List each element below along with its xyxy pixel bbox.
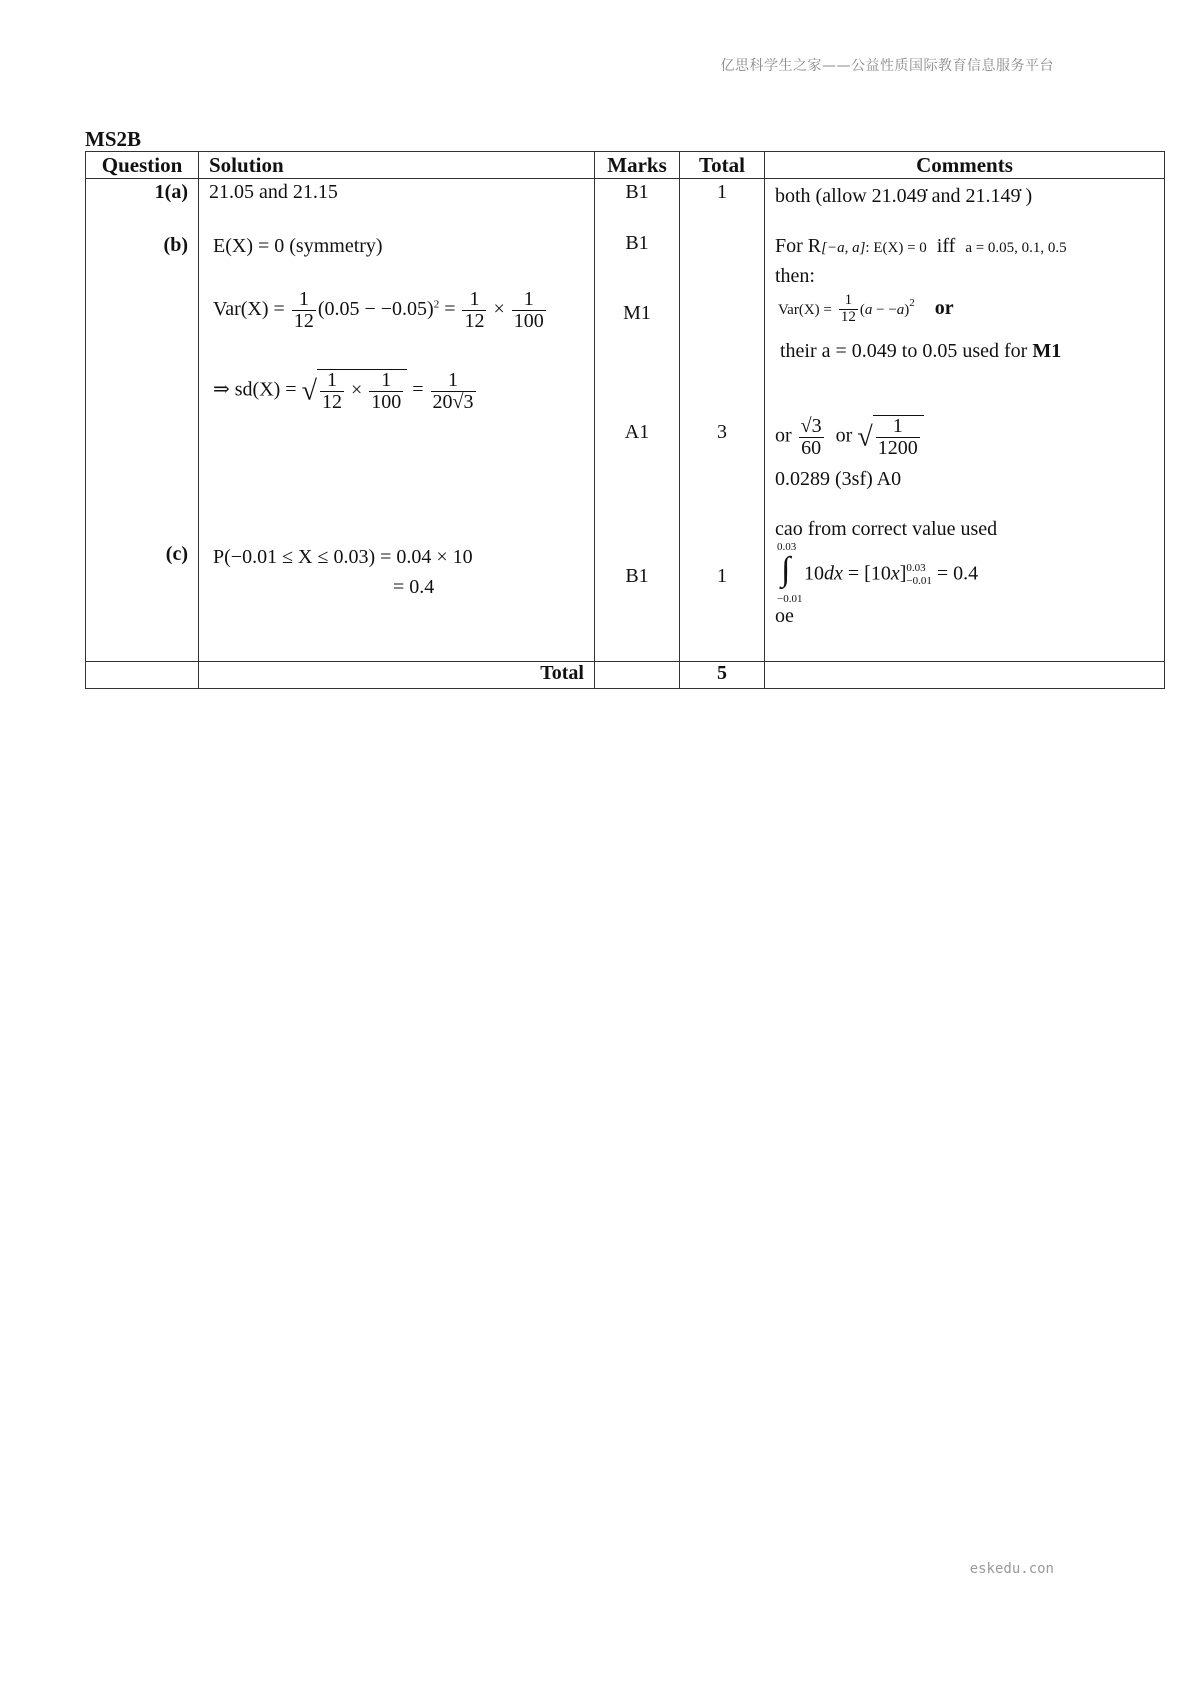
variance-lhs: Var(X) =	[213, 298, 285, 321]
mark-c: B1	[625, 565, 649, 587]
expectation-note: : E(X) = 0	[865, 240, 927, 256]
footer-watermark: eskedu.con	[969, 1561, 1054, 1577]
comment-b-cao: cao from correct value used	[775, 518, 998, 540]
total-row	[86, 662, 1165, 689]
comment-b-their: their a = 0.049 to 0.05 used for M1	[780, 340, 1062, 362]
range-notation: [−a, a]	[821, 240, 866, 256]
question-label-1b: (b)	[163, 234, 188, 256]
or-bold: or	[934, 296, 954, 319]
total-cell	[680, 179, 765, 662]
a-values: a = 0.05, 0.1, 0.5	[965, 240, 1067, 256]
integral-sign: 0.03 ∫ −0.01	[777, 541, 803, 605]
solution-cell	[199, 179, 595, 662]
table-header-row	[86, 152, 1165, 179]
solution-c-line1: P(−0.01 ≤ X ≤ 0.03) = 0.04 × 10	[213, 546, 473, 568]
comment-a: both (allow 21.049̇ and 21.149̇ )	[775, 185, 1033, 207]
mark-b-var: M1	[623, 302, 651, 324]
comment-c-integral: 0.03 ∫ −0.01 10dx = [10x] 0.03 −0.01 = 0.4	[777, 541, 979, 605]
comment-b-decimal: 0.0289 (3sf) A0	[775, 468, 902, 490]
comment-b-alt-forms: or $\frac{√3}{60}$ or √ $\frac{1}{1200}$	[775, 415, 924, 459]
solution-b-sd: ⇒ sd(X) = √ $\frac{1}{12}$ × $\frac{1}{100}$ = $\frac{1}{20√3}$	[213, 368, 474, 413]
comment-c-oe: oe	[775, 605, 794, 627]
solution-c-line2: = 0.4	[393, 576, 435, 598]
question-cell	[86, 179, 199, 662]
m1-bold: M1	[1032, 340, 1062, 362]
comments-cell	[765, 179, 1165, 662]
header-comments: Comments	[765, 152, 1165, 179]
fraction-one-hundredth: $\frac{1}{100}$	[513, 288, 544, 332]
comment-b-then: then:	[775, 265, 815, 287]
solution-b-expectation: E(X) = 0 (symmetry)	[213, 235, 383, 257]
total-a: 1	[717, 181, 727, 203]
fraction-sd-result: $\frac{1}{20√3}$	[432, 368, 474, 413]
header-watermark: 亿思科学生之家——公益性质国际教育信息服务平台	[720, 58, 1054, 74]
mark-b-sd: A1	[624, 421, 650, 443]
variance-mid: (0.05 − −0.05)	[317, 298, 434, 321]
comment-b-var: Var(X) = $\frac{1}{12}$ $(a - -a)^2$ or	[778, 292, 954, 325]
sd-lhs: ⇒ sd(X) =	[213, 378, 297, 401]
comment-b-for: For R[−a, a]: E(X) = 0 iff a = 0.05, 0.1, 0.5	[775, 235, 1067, 257]
iff-word: iff	[936, 235, 956, 257]
total-b: 3	[717, 421, 727, 443]
header-marks: Marks	[595, 152, 680, 179]
header-solution: Solution	[199, 152, 595, 179]
mark-b-e: B1	[625, 232, 649, 254]
marks-cell	[595, 179, 680, 662]
total-c: 1	[717, 565, 727, 587]
solution-a: 21.05 and 21.15	[209, 181, 338, 203]
total-value: 5	[680, 662, 765, 689]
question-label-1c: (c)	[165, 543, 188, 565]
fraction-one-twelfth-2: $\frac{1}{12}$	[464, 288, 485, 332]
markscheme-title: MS2B	[85, 127, 142, 151]
header-total: Total	[680, 152, 765, 179]
markscheme-table	[85, 151, 1165, 689]
solution-b-variance: Var(X) = $\frac{1}{12}$ $(0.05 - -0.05)^2$ = $\frac{1}{12}$ × $\frac{1}{100}$	[213, 288, 544, 332]
question-label-1a: 1(a)	[154, 181, 188, 203]
mark-a: B1	[625, 181, 649, 203]
total-label: Total	[199, 662, 595, 689]
header-question: Question	[86, 152, 199, 179]
table-row	[86, 179, 1165, 662]
fraction-one-twelfth: $\frac{1}{12}$	[293, 288, 314, 332]
sqrt-expression: √ $\frac{1}{12}$ × $\frac{1}{100}$	[302, 369, 408, 413]
